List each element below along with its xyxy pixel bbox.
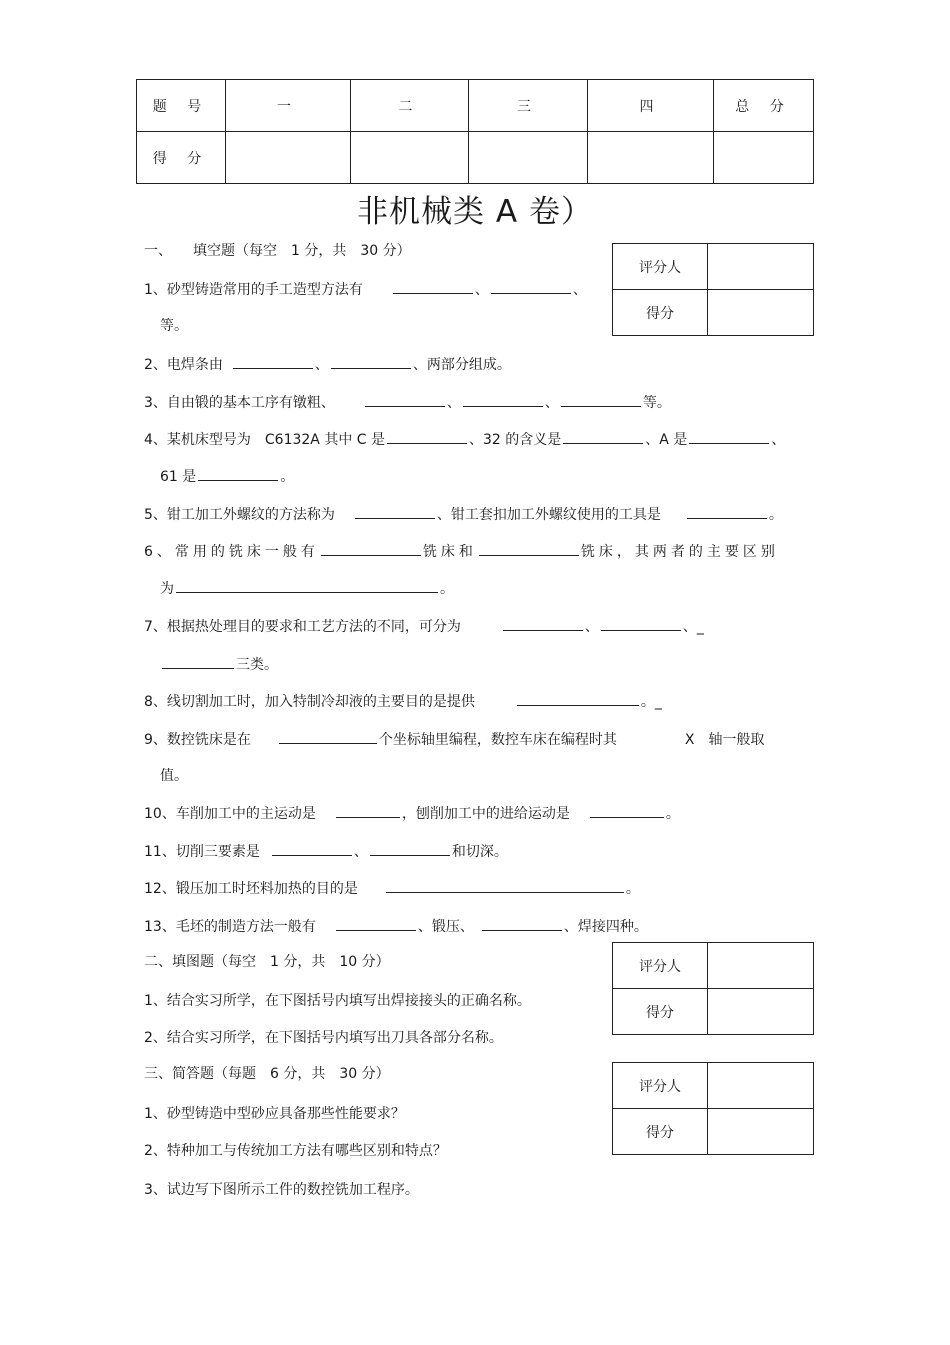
separator: 、: [353, 844, 368, 860]
question-text: 13、毛坯的制造方法一般有: [144, 919, 316, 935]
answer-blank[interactable]: [563, 429, 643, 444]
question-text: 3、自由锻的基本工序有镦粗、: [144, 395, 335, 411]
separator: 、: [584, 619, 599, 635]
score-table-score-row: [137, 132, 814, 184]
separator: 。: [440, 581, 454, 597]
question-1-cont: 等。: [160, 318, 188, 334]
separator: 、: [474, 282, 489, 298]
answer-blank[interactable]: [590, 803, 664, 818]
question-text: 铣床和: [422, 544, 477, 560]
question-text: X 轴一般取: [684, 732, 765, 748]
question-text: 8、线切割加工时，加入特制冷却液的主要目的是提供: [144, 694, 475, 710]
score-table: [136, 79, 814, 184]
question-4-cont: [160, 466, 294, 486]
question-text: 7、根据热处理目的要求和工艺方法的不同，可分为: [144, 619, 461, 635]
answer-blank[interactable]: [687, 504, 767, 519]
question-text: 11、切削三要素是: [144, 844, 260, 860]
section3-question-1: 1、砂型铸造中型砂应具备那些性能要求？: [144, 1106, 405, 1122]
section3-heading: 三、简答题（每题 6 分，共 30 分）: [144, 1066, 390, 1082]
score-table-header-cell: 四: [588, 80, 714, 132]
answer-blank[interactable]: [387, 429, 467, 444]
question-2: [144, 354, 511, 374]
question-3: [144, 392, 671, 412]
grader-reviewer-cell[interactable]: [708, 943, 814, 989]
answer-blank[interactable]: [176, 578, 438, 593]
question-9: [144, 729, 765, 749]
grader-box-section1: [612, 243, 814, 336]
question-8: [144, 691, 662, 711]
question-text: 、32 的含义是: [469, 432, 562, 448]
question-text: 6、常用的铣床一般有: [144, 544, 319, 560]
separator: 。: [665, 806, 680, 822]
grader-score-label: 得分: [613, 989, 708, 1035]
answer-blank[interactable]: [365, 392, 445, 407]
section2-question-1: 1、结合实习所学，在下图括号内填写出焊接接头的正确名称。: [144, 993, 531, 1009]
grader-reviewer-label: 评分人: [613, 943, 708, 989]
answer-blank[interactable]: [482, 916, 562, 931]
grader-box-section3: [612, 1062, 814, 1155]
section1-heading: 一、 填空题（每空 1 分，共 30 分）: [144, 243, 411, 259]
question-text: 三类。: [236, 657, 278, 673]
question-text: 、A 是: [645, 432, 688, 448]
question-5: [144, 504, 783, 524]
score-table-header-cell: 总 分: [714, 80, 814, 132]
score-cell[interactable]: [714, 132, 814, 184]
question-text: ，刨削加工中的进给运动是: [401, 806, 570, 822]
question-text: 和切深。: [451, 844, 508, 860]
answer-blank[interactable]: [463, 392, 543, 407]
score-cell[interactable]: [226, 132, 351, 184]
question-text: 10、车削加工中的主运动是: [144, 806, 316, 822]
question-text: 、两部分组成。: [412, 357, 511, 373]
answer-blank[interactable]: [370, 841, 450, 856]
question-text: 铣床，其两者的主要区别: [580, 544, 779, 560]
grader-score-cell[interactable]: [708, 1109, 814, 1155]
question-13: [144, 916, 648, 936]
answer-blank[interactable]: [503, 616, 583, 631]
question-6-cont: [160, 578, 454, 598]
question-1: [144, 279, 587, 299]
answer-blank[interactable]: [336, 803, 400, 818]
separator: 、_: [682, 619, 704, 635]
answer-blank[interactable]: [386, 878, 624, 893]
question-10: [144, 803, 680, 823]
section3-question-2: 2、特种加工与传统加工方法有哪些区别和特点？: [144, 1143, 447, 1159]
section2-heading: 二、填图题（每空 1 分，共 10 分）: [144, 954, 390, 970]
score-table-header-cell: 题 号: [137, 80, 226, 132]
answer-blank[interactable]: [479, 541, 579, 556]
question-9-cont: 值。: [160, 768, 188, 784]
separator: 、: [544, 395, 559, 411]
answer-blank[interactable]: [336, 916, 416, 931]
question-12: [144, 878, 640, 898]
question-text: 5、钳工加工外螺纹的方法称为: [144, 507, 335, 523]
separator: 。: [280, 469, 295, 485]
question-text: 、锻压、: [417, 919, 474, 935]
question-7: [144, 616, 704, 636]
answer-blank[interactable]: [393, 279, 473, 294]
answer-blank[interactable]: [561, 392, 641, 407]
separator: 。: [768, 507, 783, 523]
question-text: 4、某机床型号为 C6132A 其中 C 是: [144, 432, 386, 448]
answer-blank[interactable]: [198, 466, 278, 481]
question-text: 12、锻压加工时坯料加热的目的是: [144, 881, 358, 897]
score-table-header-row: [137, 80, 814, 132]
separator: 、: [446, 395, 461, 411]
grader-box-section2: [612, 942, 814, 1035]
separator: 、: [771, 432, 786, 448]
answer-blank[interactable]: [601, 616, 681, 631]
score-cell[interactable]: [469, 132, 588, 184]
question-7-cont: [160, 654, 278, 674]
score-cell[interactable]: [588, 132, 714, 184]
grader-score-label: 得分: [613, 1109, 708, 1155]
question-text: 个坐标轴里编程，数控车床在编程时其: [378, 732, 617, 748]
answer-blank[interactable]: [331, 354, 411, 369]
answer-blank[interactable]: [517, 691, 639, 706]
score-table-row-label: 得 分: [137, 132, 226, 184]
question-text: 为: [160, 581, 174, 597]
answer-blank[interactable]: [321, 541, 421, 556]
question-text: 2、电焊条由: [144, 357, 223, 373]
page-title: 非机械类 A 卷）: [357, 194, 593, 230]
answer-blank[interactable]: [162, 654, 234, 669]
section3-question-3: 3、试边写下图所示工件的数控铣加工程序。: [144, 1182, 419, 1198]
grader-score-label: 得分: [613, 290, 708, 336]
question-text: 、钳工套扣加工外螺纹使用的工具是: [436, 507, 661, 523]
score-table-header-cell: 一: [226, 80, 351, 132]
section2-question-2: 2、结合实习所学，在下图括号内填写出刀具各部分名称。: [144, 1030, 503, 1046]
score-cell[interactable]: [351, 132, 469, 184]
score-table-header-cell: 二: [351, 80, 469, 132]
question-4: [144, 429, 785, 449]
grader-reviewer-cell[interactable]: [708, 1063, 814, 1109]
question-6: [144, 541, 779, 561]
question-11: [144, 841, 508, 861]
question-text: 1、砂型铸造常用的手工造型方法有: [144, 282, 363, 298]
grader-reviewer-label: 评分人: [613, 1063, 708, 1109]
answer-blank[interactable]: [355, 504, 435, 519]
grader-reviewer-label: 评分人: [613, 244, 708, 290]
score-table-header-cell: 三: [469, 80, 588, 132]
question-text: 等。: [642, 395, 671, 411]
answer-blank[interactable]: [689, 429, 769, 444]
separator: 、: [314, 357, 329, 373]
separator: 、: [572, 282, 587, 298]
question-text: 61 是: [160, 469, 197, 485]
answer-blank[interactable]: [491, 279, 571, 294]
question-text: 9、数控铣床是在: [144, 732, 251, 748]
answer-blank[interactable]: [279, 729, 377, 744]
question-text: 、焊接四种。: [563, 919, 648, 935]
answer-blank[interactable]: [272, 841, 352, 856]
grader-score-cell[interactable]: [708, 989, 814, 1035]
grader-score-cell[interactable]: [708, 290, 814, 336]
separator: 。_: [640, 694, 662, 710]
answer-blank[interactable]: [233, 354, 313, 369]
separator: 。: [625, 881, 640, 897]
grader-reviewer-cell[interactable]: [708, 244, 814, 290]
